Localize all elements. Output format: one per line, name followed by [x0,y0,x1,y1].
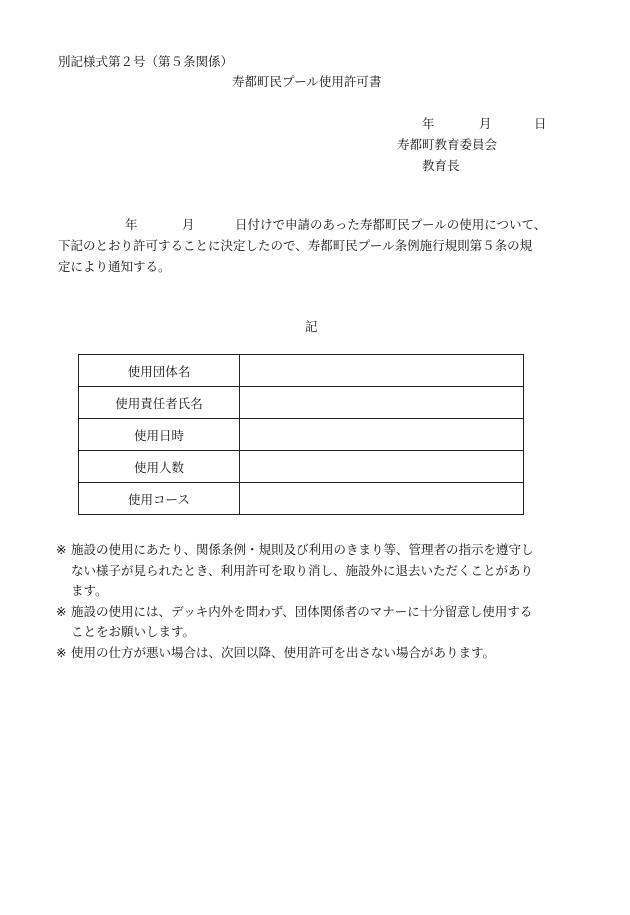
issuer-title: 教育長 [422,158,460,173]
note-line: 施設の使用には、デッキ内外を問わず、団体関係者のマナーに十分留意し使用する [71,603,533,619]
ki-heading: 記 [305,319,318,334]
note-mark: ※ [56,542,67,557]
document-title: 寿都町民プール使用許可書 [232,74,382,89]
date-year-label: 年 [422,116,435,131]
row-label-responsible-person: 使用責任者氏名 [79,387,240,419]
notification-body [58,214,578,277]
note-line: ない様子が見られたとき、利用許可を取り消し、施設外に退去いただくことがあり [71,562,534,578]
row-value-participant-count[interactable] [240,451,524,483]
body-line-3: 定により通知する。 [58,259,171,274]
note-item [56,602,586,643]
row-value-responsible-person[interactable] [240,387,524,419]
form-number: 別記様式第２号（第５条関係） [58,54,234,69]
note-mark: ※ [56,644,67,660]
note-item [56,643,586,664]
row-value-usage-datetime[interactable] [240,419,524,451]
notes-section [56,540,586,663]
table-row [79,387,524,419]
issuer-organization: 寿都町教育委員会 [397,137,498,152]
note-mark: ※ [56,603,67,619]
note-line: 施設の使用にあたり、関係条例・規則及び利用のきまり等、管理者の指示を遵守し [71,542,534,557]
row-label-participant-count: 使用人数 [79,451,240,483]
row-label-course: 使用コース [79,483,240,515]
date-day-label: 日 [534,116,547,131]
note-line: 使用の仕方が悪い場合は、次回以降、使用許可を出さない場合があります。 [71,644,496,660]
body-month-label: 月 [182,217,195,232]
note-line: ます。 [71,583,108,598]
row-label-usage-datetime: 使用日時 [79,419,240,451]
body-year-label: 年 [125,217,138,232]
body-line-1 [58,214,578,235]
table-row [79,419,524,451]
issue-date-line [422,114,547,132]
table-row [79,483,524,515]
row-value-course[interactable] [240,483,524,515]
body-line-1-text: 日付けで申請のあった寿都町民プールの使用について、 [235,217,547,232]
body-line-2: 下記のとおり許可することに決定したので、寿都町民プール条例施行規則第５条の規 [58,238,533,253]
table-row [79,451,524,483]
note-line: ことをお願いします。 [71,624,196,639]
date-month-label: 月 [479,116,492,131]
table-row [79,355,524,387]
note-item [56,540,586,602]
usage-info-table [78,354,524,515]
row-label-group-name: 使用団体名 [79,355,240,387]
row-value-group-name[interactable] [240,355,524,387]
